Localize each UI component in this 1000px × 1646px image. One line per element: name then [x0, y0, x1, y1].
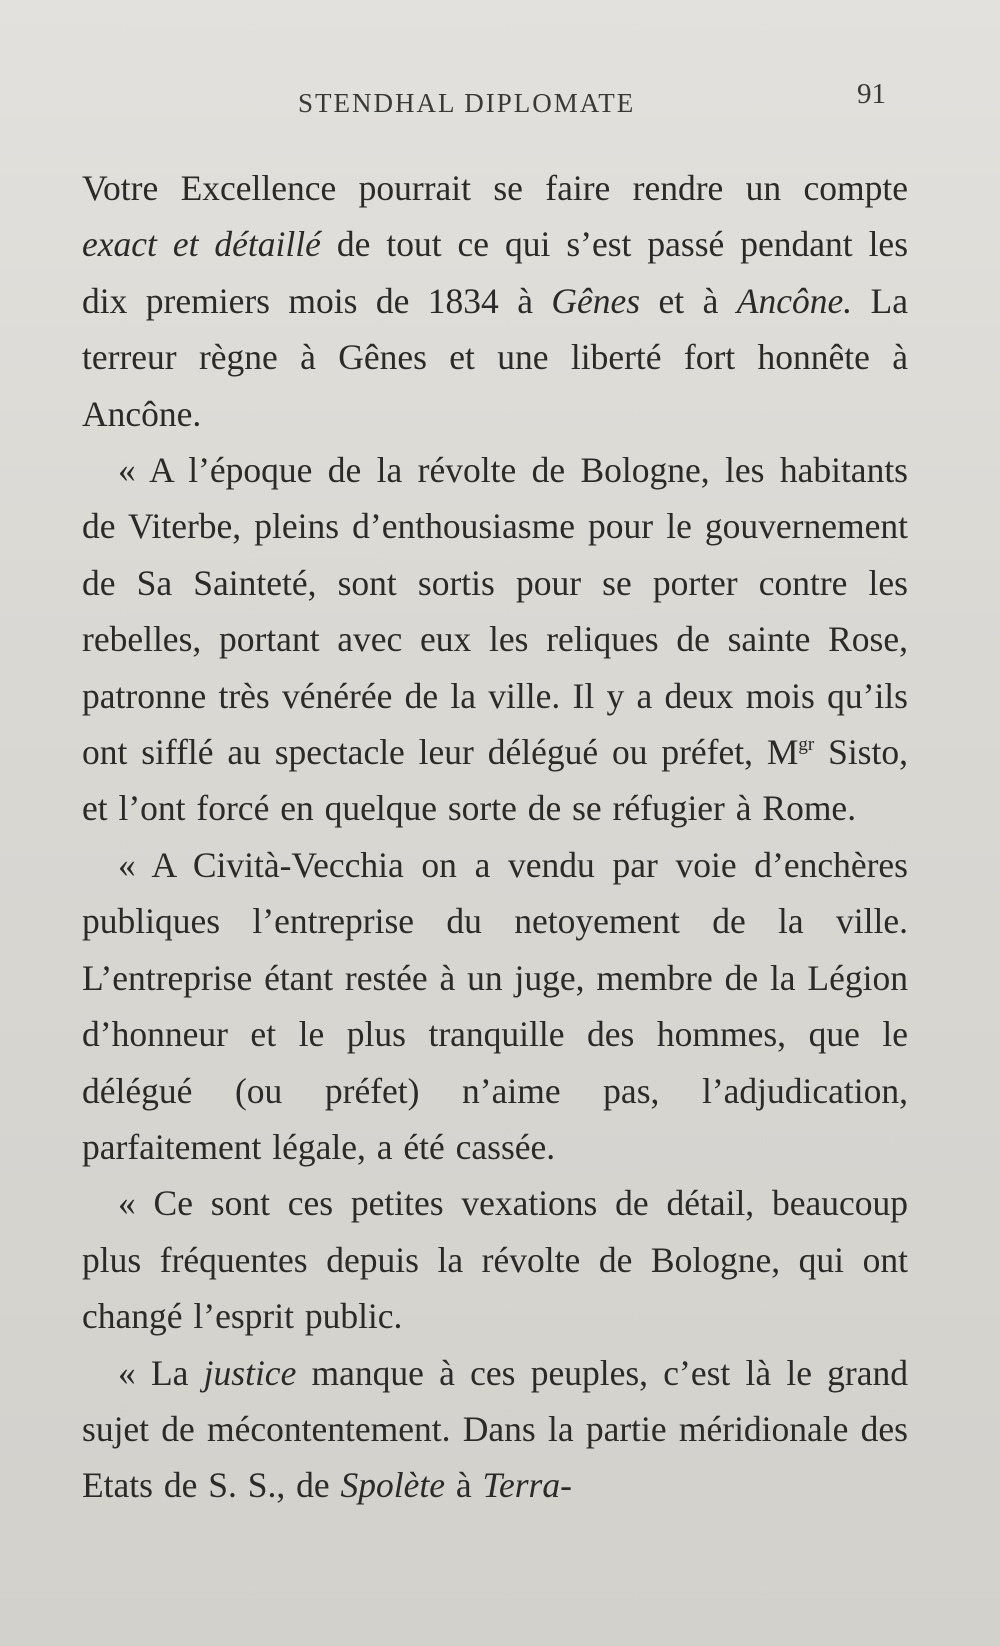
- page-number: 91: [857, 78, 886, 110]
- body-text: [82, 160, 908, 1514]
- emphasis-justice: justice: [203, 1352, 297, 1393]
- paragraph-2: « A l’époque de la révolte de Bologne, les habitants de Viterbe, pleins d’enthousiasme pour le gouvernement de Sa Sainteté, sont sortis pour se porter contre les rebelles, portant avec eux les reliques de sainte Rose, patronne très vénérée de la ville. Il y a deux mois qu’ils ont sifflé au spectacle leur délégué ou préfet, $M^{gr}$ Sisto, et l’ont forcé en quelque sorte de se réfugier à Rome.: [82, 450, 908, 829]
- paragraph-1: Votre Excellence pourrait se faire rendre un compte exact et détaillé de tout ce qui s’est passé pendant les dix premiers mois de 1834 à Gênes et à Ancône. La terreur règne à Gênes et une liberté fort honnête à Ancône.: [82, 168, 909, 434]
- emphasis-genes: Gênes: [551, 280, 641, 321]
- emphasis-ancone: Ancône.: [736, 280, 853, 321]
- paragraph-5: « La justice manque à ces peuples, c’est là le grand sujet de mécontentement. Dans la partie méridionale des Etats de S. S., de Spolète à Terra-: [82, 1352, 908, 1506]
- emphasis-spolete: Spolète: [340, 1465, 445, 1506]
- emphasis-terra: Terra-: [482, 1465, 572, 1506]
- superscript-gr: gr: [798, 734, 815, 756]
- emphasis-exact-detaille: exact et détaillé: [82, 224, 321, 265]
- running-head: STENDHAL DIPLOMATE: [298, 88, 636, 118]
- paragraph-3: « A Cività-Vecchia on a vendu par voie d’enchères publiques l’entreprise du netoyement de la ville. L’entreprise étant restée à un juge, membre de la Légion d’honneur et le plus tranquille des hommes, que le délégué (ou préfet) n’aime pas, l’adjudication, parfaitement légale, a été cassée.: [82, 844, 908, 1167]
- page-header: [0, 78, 1000, 118]
- paragraph-4: « Ce sont ces petites vexations de détail, beaucoup plus fréquentes depuis la révolte de Bologne, qui ont changé l’esprit public.: [82, 1183, 908, 1337]
